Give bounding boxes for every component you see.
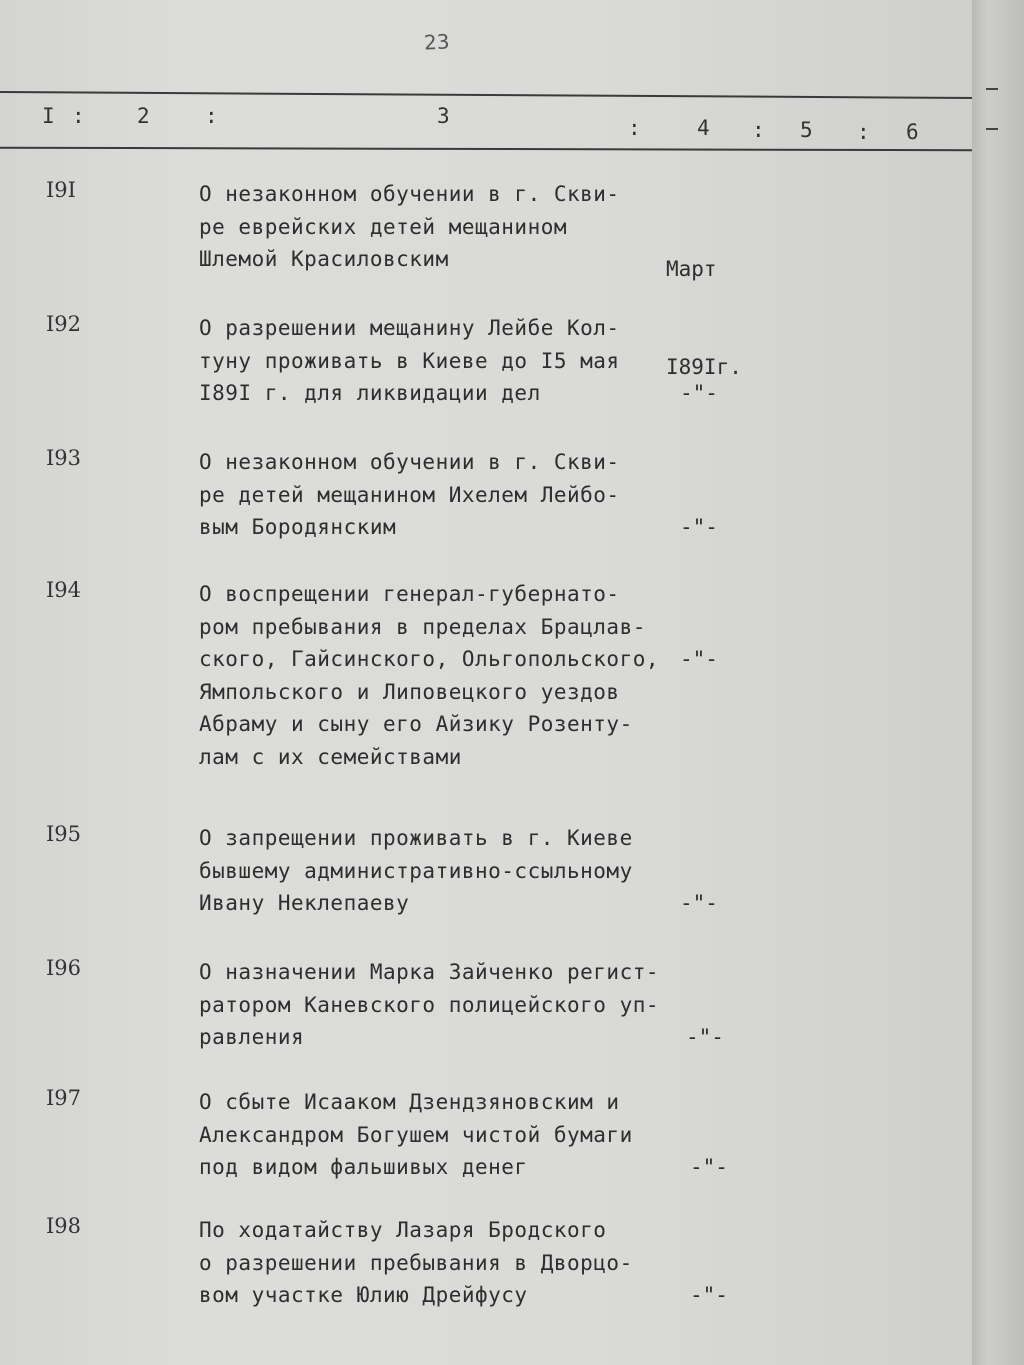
page-number: 23 [423, 29, 451, 55]
entry-number: I94 [46, 578, 82, 602]
entry-date: Март I89Iг. [666, 257, 742, 379]
entry-number: I95 [46, 822, 82, 846]
column-header-sep: : [857, 120, 870, 144]
column-header-sep: : [628, 116, 641, 140]
entry-description: О назначении Марка Зайченко регист- ратором Каневского полицейского уп- равления [199, 960, 660, 1049]
column-header-3: 3 [437, 104, 450, 128]
entry-description: О запрещении проживать в г. Киеве бывшему административно-ссыльному Ивану Неклепаеву [199, 826, 633, 915]
entry-date: -"- [680, 647, 718, 671]
entry-number: I98 [46, 1214, 82, 1238]
entry-date: -"- [686, 1025, 724, 1049]
column-header-6: 6 [906, 120, 919, 144]
entry-description: О сбыте Исааком Дзендзяновским и Александром Богушем чистой бумаги под видом фальшивых денег [199, 1090, 633, 1179]
underlying-page-edge [972, 0, 1024, 1365]
entry-date: -"- [690, 1283, 728, 1307]
column-header-sep: : [72, 104, 85, 128]
entry-date: -"- [690, 1155, 728, 1179]
column-header-2: 2 [137, 104, 150, 128]
entry-number: I92 [46, 312, 82, 336]
entry-date: -"- [680, 381, 718, 405]
entry-number: I97 [46, 1086, 82, 1110]
entry-description: О разрешении мещанину Лейбе Кол- туну проживать в Киеве до I5 мая I89I г. для ликвидации дел [199, 316, 620, 405]
column-header-sep: : [205, 104, 218, 128]
entry-date: -"- [680, 891, 718, 915]
column-header-sep: : [752, 118, 765, 142]
entry-date: -"- [680, 515, 718, 539]
entry-description: О незаконном обучении в г. Скви- ре еврейских детей мещанином Шлемой Красиловским [199, 182, 620, 271]
entry-number: I9I [46, 178, 76, 202]
header-rule-top [0, 91, 978, 99]
entry-number: I96 [46, 956, 82, 980]
entry-description: О воспрещении генерал-губернато- ром пребывания в пределах Брацлав- ского, Гайсинского, Ольгопольского, Ямпольского и Липовецкого уездов Абраму и сыну его Айзику Розенту- лам с их семействами [199, 582, 660, 769]
entry-number: I93 [46, 446, 82, 470]
header-rule-bottom [0, 147, 978, 152]
entry-description: По ходатайству Лазаря Бродского о разрешении пребывания в Дворцо- вом участке Юлию Дрейфусу [199, 1218, 633, 1307]
column-header-5: 5 [800, 118, 813, 142]
column-header-4: 4 [697, 116, 710, 140]
edge-tick-mark [986, 128, 998, 130]
entry-description: О незаконном обучении в г. Скви- ре детей мещанином Ихелем Лейбо- вым Бородянским [199, 450, 620, 539]
column-header-1: I [42, 104, 55, 128]
edge-tick-mark [986, 88, 998, 90]
